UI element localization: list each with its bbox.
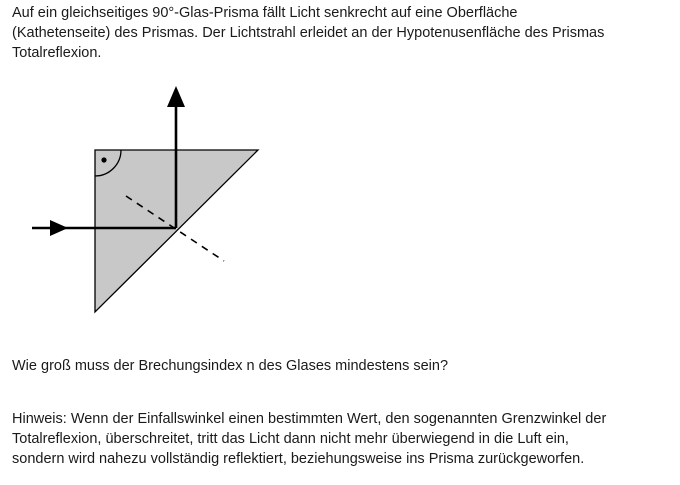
hint-line-3: sondern wird nahezu vollständig reflektiert, beziehungsweise ins Prisma zurückgeworfen. — [12, 451, 585, 467]
prism-diagram — [0, 70, 300, 330]
intro-paragraph — [12, 3, 668, 63]
incident-arrowhead — [50, 220, 68, 236]
intro-line-3: Totalreflexion. — [12, 45, 102, 61]
reflected-arrowhead — [167, 86, 185, 107]
hint-line-1: Hinweis: Wenn der Einfallswinkel einen bestimmten Wert, den sogenannten Grenzwinkel der — [12, 411, 607, 427]
question-text — [12, 356, 668, 376]
hint-line-2: Totalreflexion, überschreitet, tritt das Licht dann nicht mehr überwiegend in die Luft ein, — [12, 431, 569, 447]
intro-line-1: Auf ein gleichseitiges 90°-Glas-Prisma fällt Licht senkrecht auf eine Oberfläche — [12, 5, 518, 21]
hint-paragraph — [12, 409, 668, 469]
right-angle-dot — [101, 157, 106, 162]
question-line: Wie groß muss der Brechungsindex n des Glases mindestens sein? — [12, 358, 449, 374]
intro-line-2: (Kathetenseite) des Prismas. Der Lichtstrahl erleidet an der Hypotenusenfläche des Prismas — [12, 25, 605, 41]
